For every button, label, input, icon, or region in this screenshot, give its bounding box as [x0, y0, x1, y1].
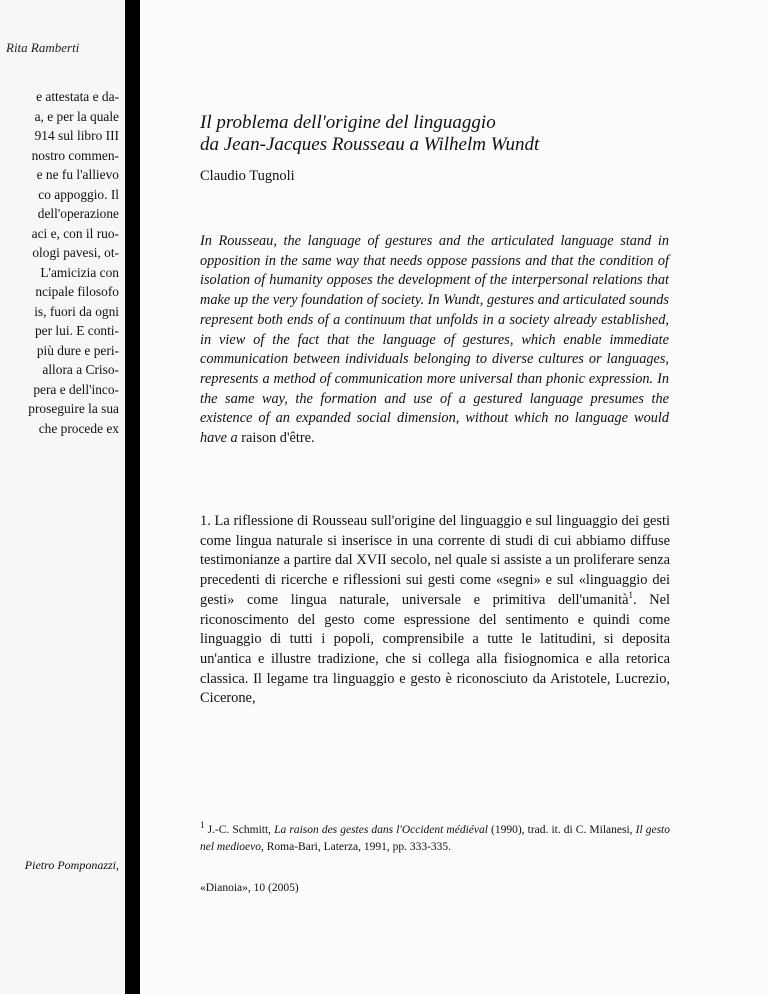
footnote-title-original: La raison des gestes dans l'Occident médiéval [274, 824, 488, 836]
fragment-line: L'amicizia con [40, 264, 119, 280]
fragment-line: proseguire la sua [28, 401, 119, 416]
footnote-title-italian: Il gesto nel medioevo [200, 824, 670, 853]
journal-citation: «Dianoia», 10 (2005) [200, 882, 299, 894]
left-text-fragments [0, 87, 125, 438]
paragraph-text-continued: . Nel riconoscimento del gesto come espressione del sentimento e quindi come linguaggio di tutti i popoli, comprensibile a tutte le latitudini, si deposita un'antica e illustre tradizione, che si collega alla fisiognomica e alla retorica classica. Il legame tra linguaggio e gesto è riconosciuto da Aristotele, Lucrezio, Cicerone, [200, 591, 670, 707]
title-line: da Jean-Jacques Rousseau a Wilhelm Wundt [200, 134, 540, 155]
fragment-line: nostro commen- [31, 147, 119, 163]
abstract [200, 232, 669, 449]
abstract-text: In Rousseau, the language of gestures and the articulated language stand in opposition in the same way that needs oppose passions and that the condition of isolation of humanity opposes the development of the interpersonal relations that make up the very foundation of society. In Wundt, gestures and articulated sounds represent both ends of a continuum that unfolds in a society already established, in view of the fact that the language of gestures, which enable immediate communication between individuals belonging to diverse cultures or languages, represents a method of communication more universal than phonic expression. In the same way, the formation and use of a gestured language presumes the existence of an expanded social dimension, without which no language would have a [200, 233, 669, 447]
footnote-author: J.-C. Schmitt, [207, 824, 272, 836]
fragment-line: a, e per la quale [34, 108, 119, 124]
paragraph-text: 1. La riflessione di Rousseau sull'origine del linguaggio e sul linguaggio dei gesti come lingua naturale si inserisce in una corrente di studi di cui abbiamo diffuse testimonianze a partire dal XVII secolo, nel quale si assiste a un proliferare senza precedenti di ricerche e riflessioni sui gesti come «segni» e sul «linguaggio dei gesti» come lingua naturale, universale e primitiva dell'umanità [200, 513, 670, 608]
footnote-translation: (1990), trad. it. di C. Milanesi, [491, 824, 633, 836]
body-paragraph [200, 512, 670, 709]
fragment-line: più dure e peri- [36, 342, 119, 358]
article-page [140, 0, 768, 994]
left-footnote-fragment: Pietro Pomponazzi, [24, 858, 119, 872]
title-line: Il problema dell'origine del linguaggio [200, 112, 496, 133]
fragment-line: 914 sul libro III [34, 128, 119, 143]
author-name: Claudio Tugnoli [200, 168, 295, 184]
left-paper [0, 0, 125, 994]
fragment-line: is, fuori da ogni [34, 303, 119, 319]
page-gutter [125, 0, 140, 994]
article-title [200, 112, 680, 156]
fragment-line: pera e dell'inco- [33, 381, 119, 397]
abstract-roman-term: raison d'être. [241, 430, 315, 447]
running-header: Rita Ramberti [6, 40, 80, 55]
fragment-line: e ne fu l'allievo [36, 167, 119, 182]
fragment-line: aci e, con il ruo- [31, 225, 119, 241]
footnote-publication: , Roma-Bari, Laterza, 1991, pp. 333-335. [261, 841, 452, 853]
fragment-line: ologi pavesi, ot- [32, 245, 119, 260]
footnote-number: 1 [200, 820, 205, 831]
footnote [200, 822, 670, 856]
fragment-line: che procede ex [38, 420, 119, 436]
fragment-line: allora a Criso- [42, 362, 119, 377]
footnote-reference[interactable]: 1 [628, 590, 634, 601]
fragment-line: per lui. E conti- [34, 323, 119, 338]
fragment-line: e attestata e da- [36, 89, 119, 104]
fragment-line: co appoggio. Il [38, 186, 119, 202]
left-page-fragment [0, 0, 140, 994]
fragment-line: dell'operazione [37, 206, 119, 221]
fragment-line: ncipale filosofo [35, 284, 119, 299]
